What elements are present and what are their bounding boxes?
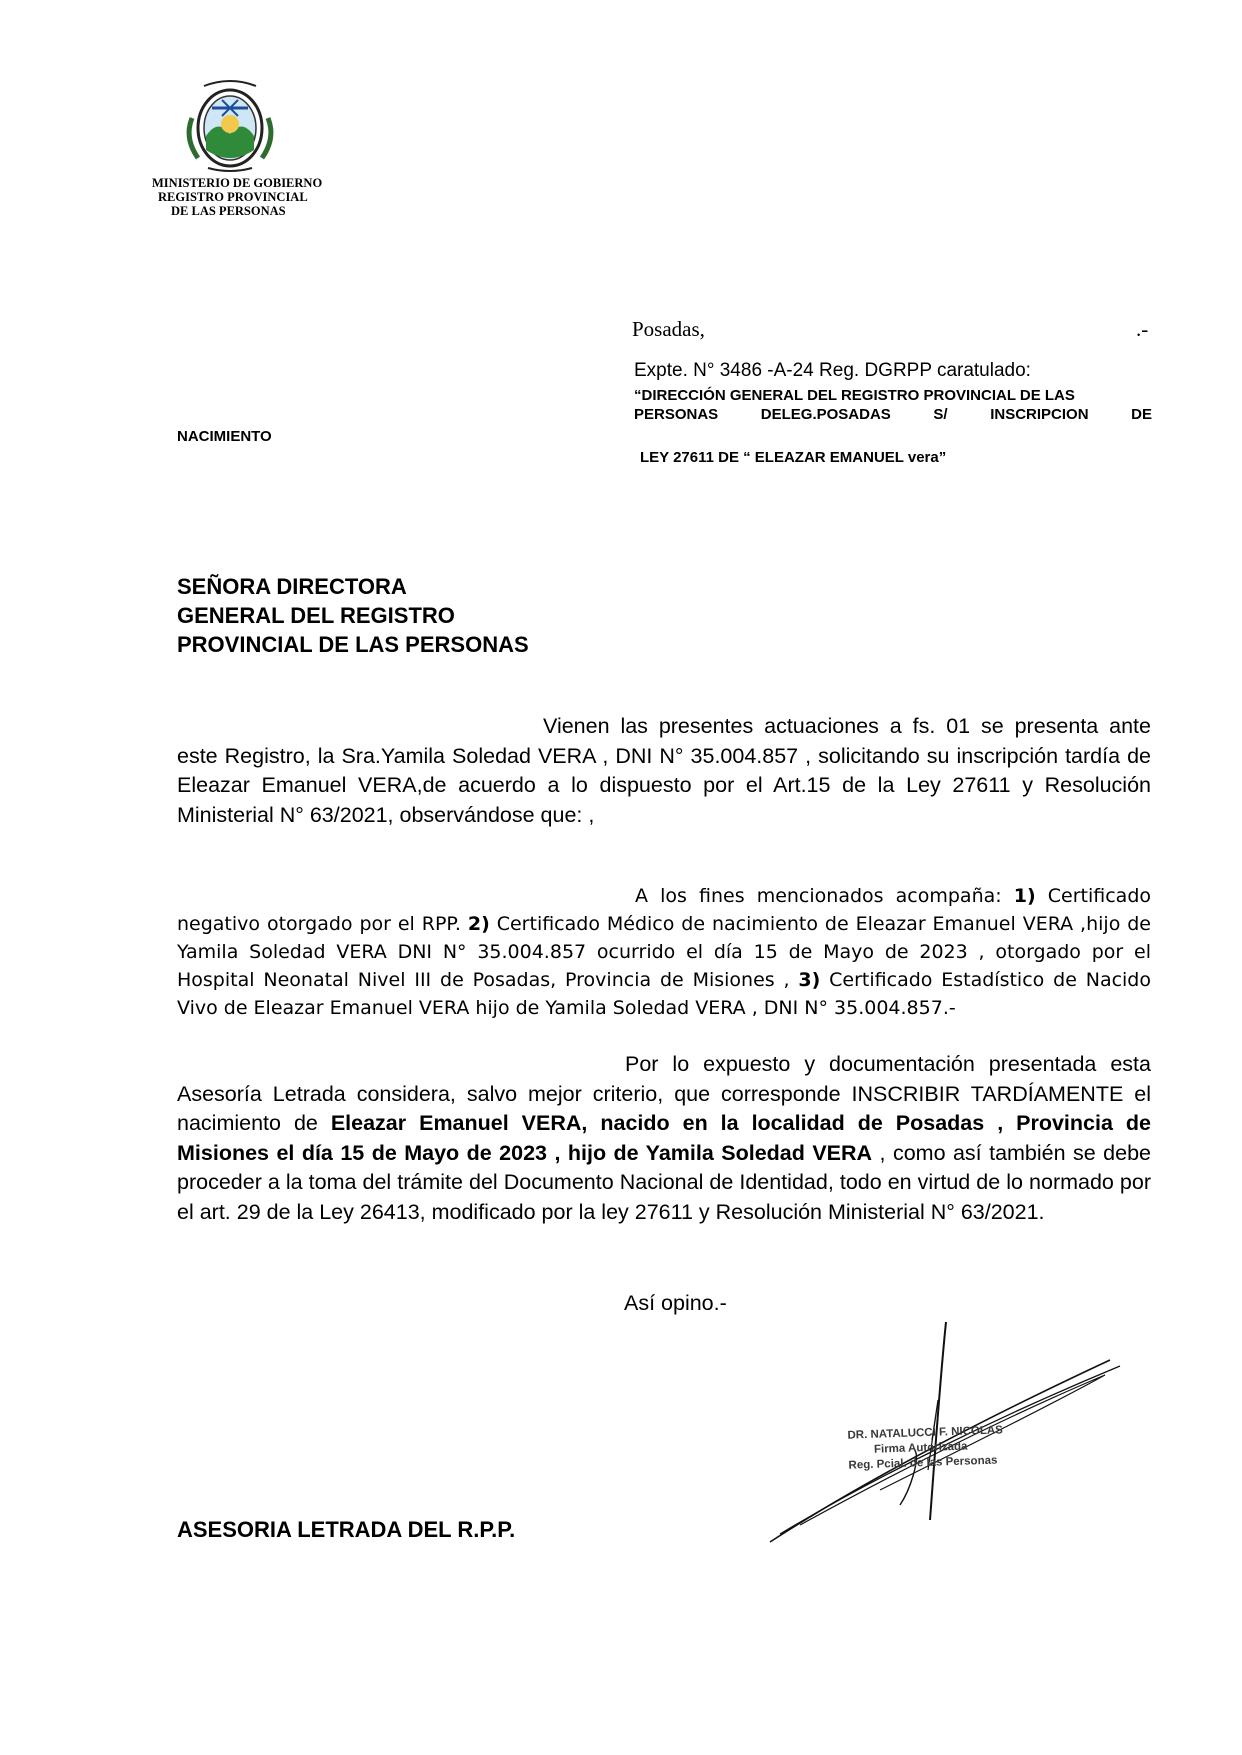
case-title-word: INSCRIPCION bbox=[990, 406, 1089, 423]
paragraph-1 bbox=[177, 712, 1151, 830]
place-date: Posadas, bbox=[632, 317, 705, 341]
case-number: Expte. N° 3486 -A-24 Reg. DGRPP caratulado: bbox=[634, 360, 1031, 381]
paragraph-3-text-a: Por lo expuesto y documentación presentada esta Asesoría Letrada considera, salvo mejor criterio, que corresponde INSCRIBIR TARDÍAMENTE el nacimiento de bbox=[177, 1052, 1151, 1135]
ministry-line-3: DE LAS PERSONAS bbox=[171, 204, 286, 218]
paragraph-2 bbox=[177, 882, 1151, 1022]
stamp-line: Reg. Pcial. de las Personas bbox=[848, 1454, 998, 1472]
case-title-line-1: “DIRECCIÓN GENERAL DEL REGISTRO PROVINCIAL DE LAS bbox=[634, 387, 1075, 404]
case-title-line-3: NACIMIENTO bbox=[177, 428, 272, 445]
paragraph-1-text: Vienen las presentes actuaciones a fs. 01 se presenta ante este Registro, la Sra.Yamila Soledad VERA , DNI N° 35.004.857 , solicitando su inscripción tardía de Eleazar Emanuel VERA,de acuerdo a lo dispuesto por el Art.15 de la Ley 27611 y Resolución Ministerial N° 63/2021, observándose que: , bbox=[177, 714, 1151, 827]
case-title-word: DELEG.POSADAS bbox=[760, 406, 891, 423]
paragraph-3-text-b: , como así también se debe proceder a la toma del trámite del Documento Nacional de Identidad, todo en virtud de lo normado por el art. 29 de la Ley 26413, modificado por la ley 27611 y Resolución Ministerial N° 63/2021. bbox=[177, 1140, 1152, 1224]
ministry-line-1: MINISTERIO DE GOBIERNO bbox=[152, 176, 323, 190]
place-date-end: .- bbox=[1136, 317, 1149, 341]
paragraph-3 bbox=[177, 1050, 1151, 1227]
provincial-seal-logo bbox=[182, 78, 278, 172]
case-title-word: PERSONAS bbox=[634, 406, 719, 423]
signature-stamp bbox=[847, 1423, 1004, 1473]
item-number-2: 2) bbox=[467, 913, 490, 935]
item-number-3: 3) bbox=[798, 969, 821, 991]
ministry-heading bbox=[152, 176, 322, 218]
stamp-line: DR. NATALUCCI F. NICOLAS bbox=[847, 1424, 1004, 1442]
case-title-line-2 bbox=[634, 406, 1152, 423]
ministry-line-2: REGISTRO PROVINCIAL bbox=[158, 190, 308, 204]
paragraph-2-item-1: Certificado negativo otorgado por el RPP. bbox=[177, 885, 1152, 935]
paragraph-2-item-3: Certificado Estadístico de Nacido Vivo de Eleazar Emanuel VERA hijo de Yamila Soledad VERA , DNI N° 35.004.857.- bbox=[177, 969, 1151, 1019]
paragraph-3-bold: Eleazar Emanuel VERA, nacido en la localidad de Posadas , Provincia de Misiones el día 15 de Mayo de 2023 , hijo de Yamila Soledad VERA bbox=[177, 1111, 1151, 1165]
addressee-block bbox=[177, 572, 529, 659]
case-title-line-4: LEY 27611 DE “ ELEAZAR EMANUEL vera” bbox=[640, 449, 947, 466]
case-title-word: DE bbox=[1131, 406, 1152, 423]
addressee-line: SEÑORA DIRECTORA bbox=[177, 574, 407, 599]
addressee-line: PROVINCIAL DE LAS PERSONAS bbox=[177, 632, 529, 657]
stamp-line: Firma Autorizada bbox=[873, 1440, 968, 1456]
paragraph-2-item-2: Certificado Médico de nacimiento de Eleazar Emanuel VERA ,hijo de Yamila Soledad VERA DNI N° 35.004.857 ocurrido el día 15 de Mayo de 2023 , otorgado por el Hospital Neonatal Nivel III de Posadas, Provincia de Misiones , bbox=[177, 913, 1151, 991]
closing-statement: Así opino.- bbox=[624, 1291, 727, 1315]
addressee-line: GENERAL DEL REGISTRO bbox=[177, 603, 455, 628]
case-title-word: S/ bbox=[933, 406, 948, 423]
item-number-1: 1) bbox=[1013, 885, 1036, 907]
footer-signatory: ASESORIA LETRADA DEL R.P.P. bbox=[177, 1517, 516, 1542]
paragraph-2-intro: A los fines mencionados acompaña: bbox=[635, 885, 1014, 907]
